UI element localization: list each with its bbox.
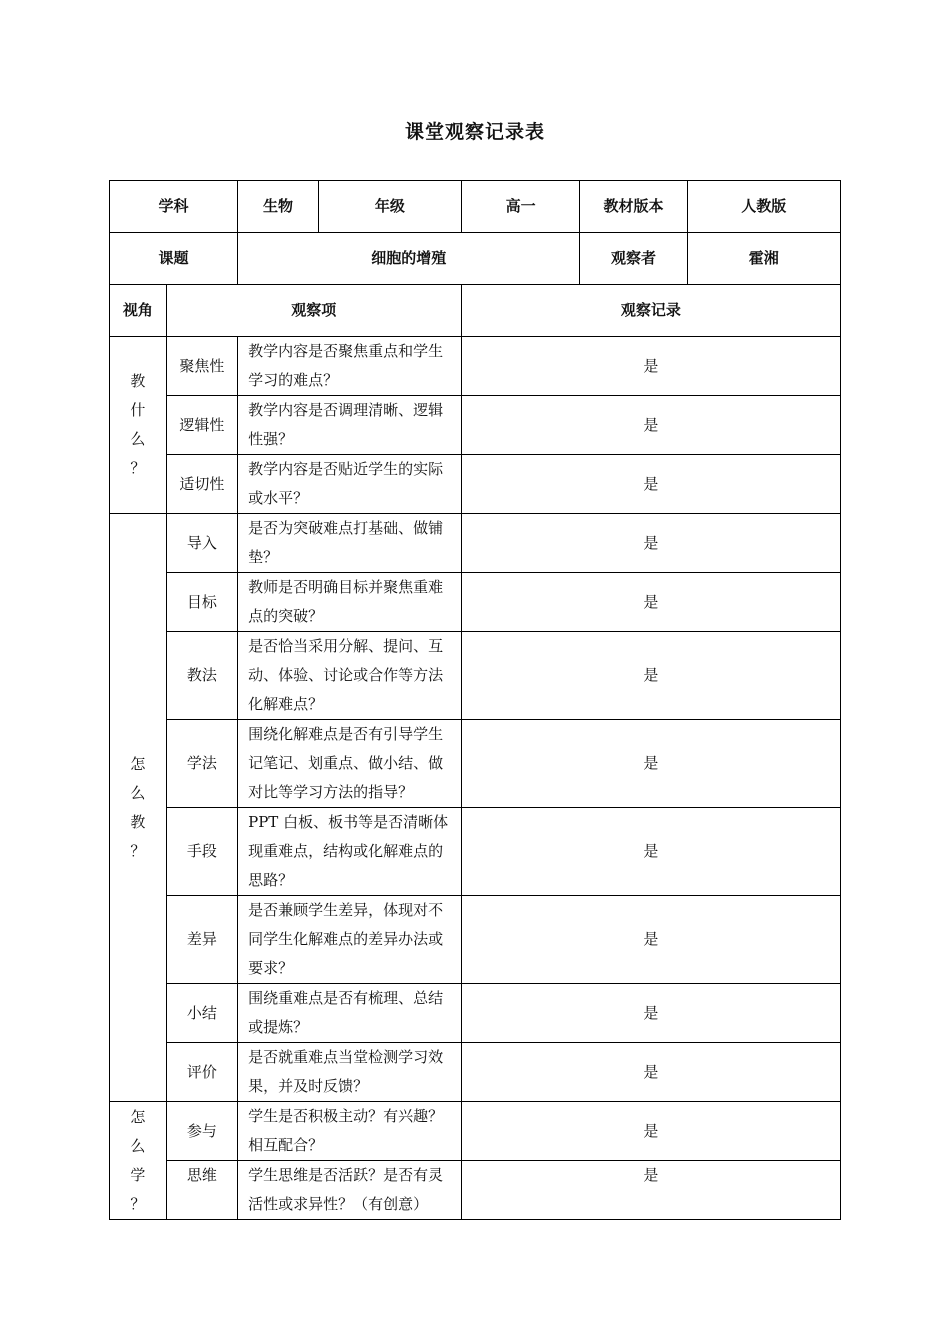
item-name: 导入: [166, 514, 237, 573]
table-row: [110, 1102, 841, 1161]
perspective-cell: 怎 么 学 ？: [110, 1102, 167, 1220]
grade-value: 高一: [461, 181, 580, 233]
observer-value: 霍湘: [687, 233, 840, 285]
item-description: 教师是否明确目标并聚焦重难 点的突破？: [238, 573, 462, 632]
table-row: [110, 984, 841, 1043]
column-header-row: [110, 285, 841, 337]
record-value: 是: [461, 984, 840, 1043]
perspective-cell: 教 什 么 ？: [110, 337, 167, 514]
subject-label: 学科: [110, 181, 238, 233]
record-header: 观察记录: [461, 285, 840, 337]
item-name: 学法: [166, 720, 237, 808]
page-title: 课堂观察记录表: [404, 121, 545, 143]
observation-table: [109, 180, 841, 1220]
header-row-topic: [110, 233, 841, 285]
record-value: 是: [461, 808, 840, 896]
record-value: 是: [461, 455, 840, 514]
subject-value: 生物: [238, 181, 319, 233]
record-value: 是: [461, 573, 840, 632]
item-name: 教法: [166, 632, 237, 720]
record-value: 是: [461, 632, 840, 720]
table-row: [110, 1043, 841, 1102]
table-row: [110, 1161, 841, 1220]
table-row: [110, 808, 841, 896]
table-row: [110, 720, 841, 808]
record-value: 是: [461, 337, 840, 396]
edition-label: 教材版本: [580, 181, 687, 233]
item-description: 学生是否积极主动？有兴趣？ 相互配合？: [238, 1102, 462, 1161]
item-name: 手段: [166, 808, 237, 896]
item-description: 是否兼顾学生差异，体现对不 同学生化解难点的差异办法或 要求？: [238, 896, 462, 984]
header-row-subject: [110, 181, 841, 233]
item-name: 思维: [166, 1161, 237, 1220]
record-value: 是: [461, 896, 840, 984]
item-description: 是否恰当采用分解、提问、互 动、体验、讨论或合作等方法 化解难点？: [238, 632, 462, 720]
record-value: 是: [461, 1161, 840, 1220]
item-description: 是否为突破难点打基础、做铺 垫？: [238, 514, 462, 573]
table-row: [110, 455, 841, 514]
item-name: 聚焦性: [166, 337, 237, 396]
record-value: 是: [461, 1102, 840, 1161]
item-name: 逻辑性: [166, 396, 237, 455]
table-row: [110, 337, 841, 396]
record-value: 是: [461, 1043, 840, 1102]
table-row: [110, 573, 841, 632]
table-row: [110, 632, 841, 720]
perspective-header: 视角: [110, 285, 167, 337]
item-name: 适切性: [166, 455, 237, 514]
item-name: 目标: [166, 573, 237, 632]
table-row: [110, 514, 841, 573]
item-description: PPT 白板、板书等是否清晰体 现重难点，结构或化解难点的 思路？: [238, 808, 462, 896]
item-name: 评价: [166, 1043, 237, 1102]
item-description: 是否就重难点当堂检测学习效 果，并及时反馈？: [238, 1043, 462, 1102]
grade-label: 年级: [318, 181, 461, 233]
item-header: 观察项: [166, 285, 461, 337]
item-description: 教学内容是否贴近学生的实际 或水平？: [238, 455, 462, 514]
table-row: [110, 396, 841, 455]
record-value: 是: [461, 720, 840, 808]
record-value: 是: [461, 514, 840, 573]
record-value: 是: [461, 396, 840, 455]
item-description: 教学内容是否调理清晰、逻辑 性强？: [238, 396, 462, 455]
item-description: 围绕重难点是否有梳理、总结 或提炼？: [238, 984, 462, 1043]
topic-value: 细胞的增殖: [238, 233, 580, 285]
edition-value: 人教版: [687, 181, 840, 233]
item-description: 围绕化解难点是否有引导学生 记笔记、划重点、做小结、做 对比等学习方法的指导？: [238, 720, 462, 808]
topic-label: 课题: [110, 233, 238, 285]
table-row: [110, 896, 841, 984]
perspective-cell: 怎 么 教 ？: [110, 514, 167, 1102]
observer-label: 观察者: [580, 233, 687, 285]
item-description: 学生思维是否活跃？是否有灵 活性或求异性？（有创意）: [238, 1161, 462, 1220]
item-name: 参与: [166, 1102, 237, 1161]
item-name: 小结: [166, 984, 237, 1043]
item-description: 教学内容是否聚焦重点和学生 学习的难点？: [238, 337, 462, 396]
item-name: 差异: [166, 896, 237, 984]
